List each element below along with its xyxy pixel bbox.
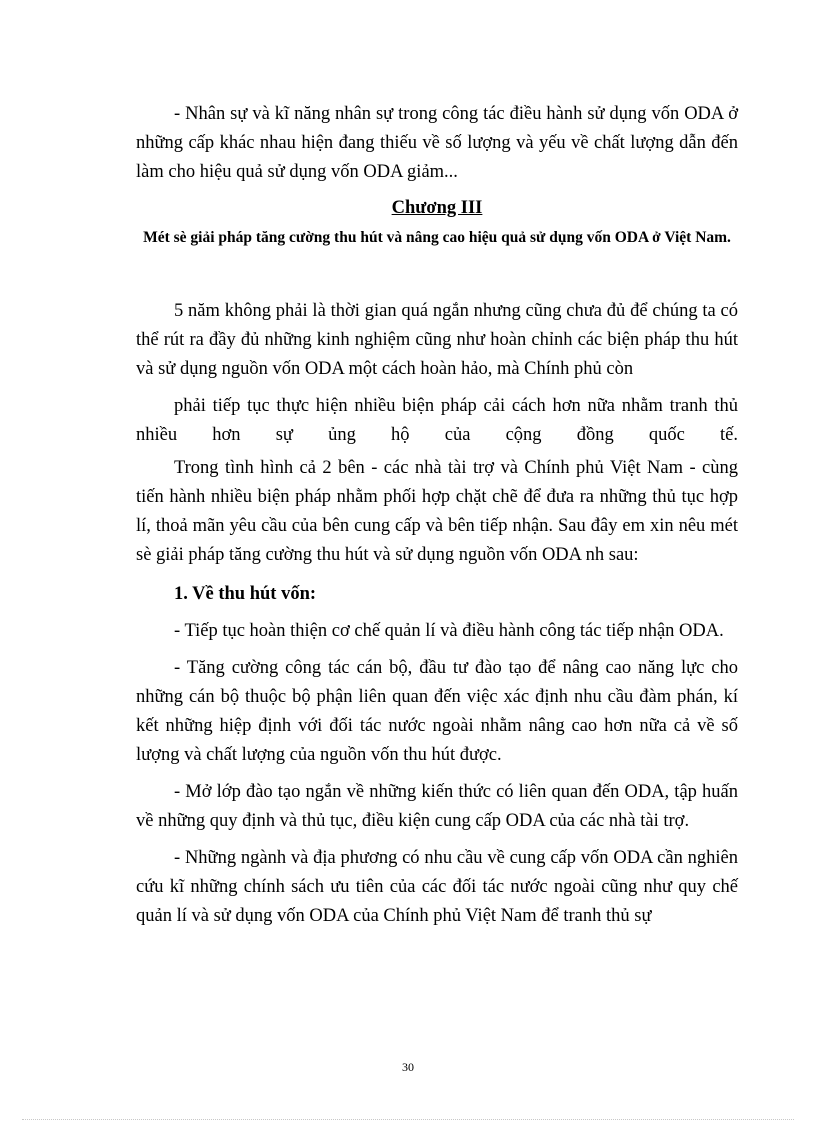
bullet-paragraph-4: - Những ngành và địa phương có nhu cầu về cung cấp vốn ODA cần nghiên cứu kĩ những chính sách ưu tiên của các đối tác nước ngoài cũng như quy chế quản lí và sử dụng vốn ODA của Chính phủ Việt Nam để tranh thủ sự — [136, 848, 738, 926]
body-paragraph-1a: 5 năm không phải là thời gian quá ngắn nhưng cũng chưa đủ để chúng ta có thể rút ra đầy đủ những kinh nghiệm cũng như hoàn chỉnh các biện pháp thu hút và sử dụng nguồn vốn ODA một cách hoàn hảo, mà Chính phủ còn — [136, 301, 738, 379]
document-page — [136, 100, 738, 931]
bullet-paragraph-1: - Tiếp tục hoàn thiện cơ chế quản lí và điều hành công tác tiếp nhận ODA. — [174, 621, 724, 641]
body-paragraph-1b: phải tiếp tục thực hiện nhiều biện pháp cải cách hơn nữa nhằm tranh thủ nhiều hơn sự ủng hộ của cộng đồng quốc tế. — [136, 396, 738, 445]
section-heading: 1. Về thu hút vốn: — [174, 584, 317, 604]
section-spacer — [136, 251, 738, 297]
page-bottom-divider — [22, 1119, 794, 1120]
intro-paragraph: - Nhân sự và kĩ năng nhân sự trong công tác điều hành sử dụng vốn ODA ở những cấp khác nhau hiện đang thiếu về số lượng và yếu về chất lượng dẫn đến làm cho hiệu quả sử dụng vốn ODA giảm... — [136, 104, 738, 182]
page-number: 30 — [402, 1060, 414, 1074]
chapter-subtitle: Mét sè giải pháp tăng cường thu hút và nâng cao hiệu quả sử dụng vốn ODA ở Việt Nam. — [143, 229, 731, 246]
body-paragraph-2: Trong tình hình cả 2 bên - các nhà tài trợ và Chính phủ Việt Nam - cùng tiến hành nhiều biện pháp nhằm phối hợp chặt chẽ để đưa ra những thủ tục hợp lí, thoả mãn yêu cầu của bên cung cấp và bên tiếp nhận. Sau đây em xin nêu mét sè giải pháp tăng cường thu hút và sử dụng nguồn vốn ODA nh sau: — [136, 458, 738, 565]
bullet-paragraph-3: - Mở lớp đào tạo ngắn về những kiến thức có liên quan đến ODA, tập huấn về những quy định và thủ tục, điều kiện cung cấp ODA của các nhà tài trợ. — [136, 782, 738, 831]
chapter-title: Chương III — [391, 198, 483, 218]
bullet-paragraph-2: - Tăng cường công tác cán bộ, đầu tư đào tạo để nâng cao năng lực cho những cán bộ thuộc bộ phận liên quan đến việc xác định nhu cầu đàm phán, kí kết những hiệp định với đối tác nước ngoài nhằm nâng cao hơn nữa cả về số lượng và chất lượng của nguồn vốn thu hút được. — [136, 658, 738, 765]
